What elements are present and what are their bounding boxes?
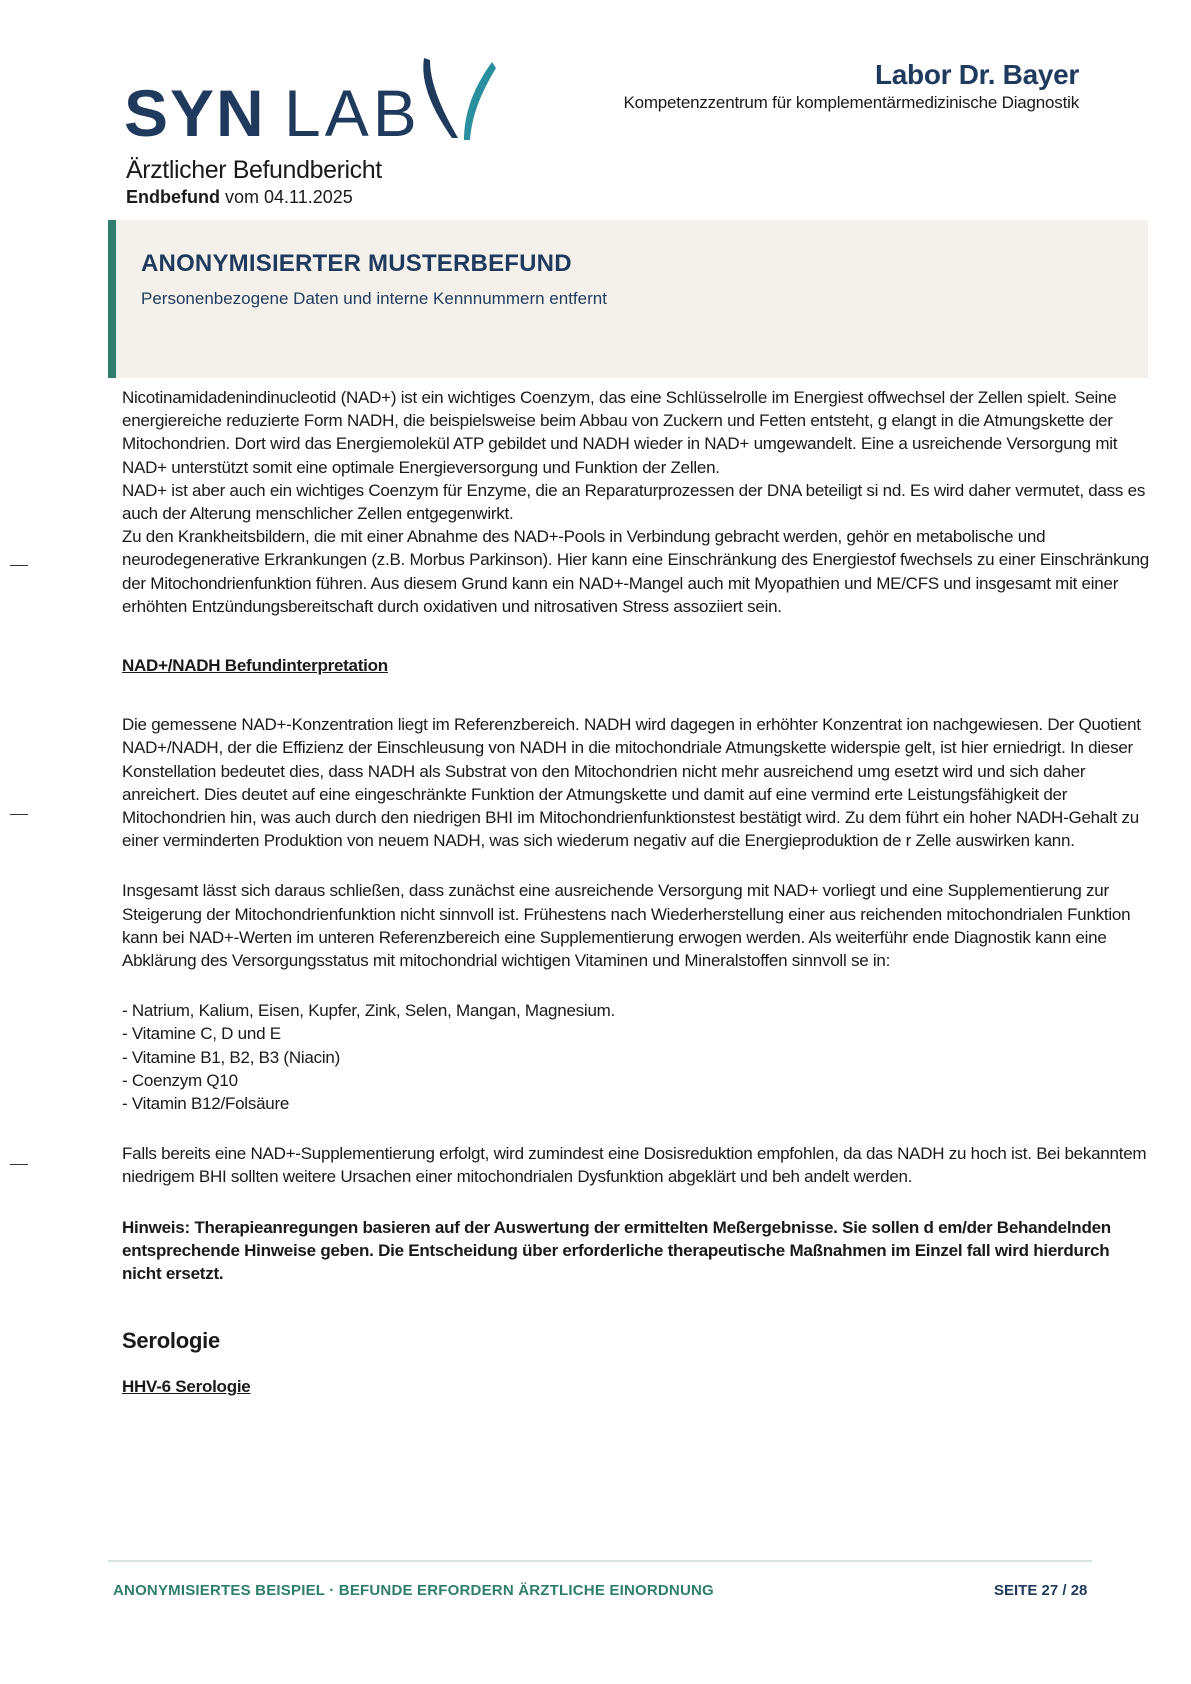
status-label: Endbefund [126, 187, 220, 207]
interpretation-paragraph-1: Die gemessene NAD+-Konzentration liegt im Referenzbereich. NADH wird dagegen in erhöhter Konzentrat ion nachgewiesen. Der Quotient NAD+/NADH, der die Effizienz der Einschleusung von NADH in die mitochondriale Atmungskette widerspie gelt, ist hier erniedrigt. In dieser Konstellation bedeutet dies, dass NADH als Substrat von den Mitochondrien nicht mehr ausreichend umg esetzt wird und sich daher anreichert. Dies deutet auf eine eingeschränkte Funktion der Atmungskette und damit auf eine vermind erte Leistungsfähigkeit der Mitochondrien hin, was auch durch den niedrigen BHI im Mitochondrienfunktionstest bestätigt wird. Zu dem führt ein hoher NADH-Gehalt zu einer verminderten Produktion von neuem NADH, was sich wiederum negativ auf die Energieproduktion de r Zelle auswirken kann. [122, 715, 1141, 851]
banner-title: ANONYMISIERTER MUSTERBEFUND [141, 250, 572, 277]
banner-subtitle: Personenbezogene Daten und interne Kennnummern entfernt [141, 289, 607, 308]
list-item: - Coenzym Q10 [122, 1070, 238, 1090]
page-number: SEITE 27 / 28 [994, 1582, 1088, 1599]
therapy-note: Hinweis: Therapieanregungen basieren auf der Auswertung der ermittelten Meßergebnisse. Sie sollen d em/der Behandelnden entsprechende Hinweise geben. Die Entscheidung über erforderliche therapeutische Maßnahmen im Einzel fall wird hierdurch nicht ersetzt. [122, 1217, 1111, 1284]
interpretation-paragraph-3: Falls bereits eine NAD+-Supplementierung erfolgt, wird zumindest eine Dosisreduktion empfohlen, da das NADH zu hoch ist. Bei bekanntem niedrigem BHI sollten weitere Ursachen einer mitochondrialen Dysfunktion abgeklärt und beh andelt werden. [122, 1144, 1147, 1187]
list-item: - Vitamine C, D und E [122, 1024, 281, 1044]
report-body [122, 386, 1152, 1399]
svg-text:LAB: LAB [284, 76, 421, 146]
intro-paragraph-1: Nicotinamidadenindinucleotid (NAD+) ist ein wichtiges Coenzym, das eine Schlüsselrolle im Energiest offwechsel der Zellen spielt. Seine energiereiche reduzierte Form NADH, die beispielsweise beim Abbau von Zuckern und Fetten entsteht, g elangt in die Atmungskette der Mitochondrien. Dort wird das Energiemolekül ATP gebildet und NADH wieder in NAD+ umgewandelt. Eine a usreichende Versorgung mit NAD+ unterstützt somit eine optimale Energieversorgung und Funktion der Zellen. [122, 388, 1118, 477]
footer-divider [108, 1560, 1092, 1562]
interpretation-paragraph-2: Insgesamt lässt sich daraus schließen, dass zunächst eine ausreichende Versorgung mit NAD+ vorliegt und eine Supplementierung zur Steigerung der Mitochondrienfunktion nicht sinnvoll ist. Frühestens nach Wiederherstellung einer aus reichenden mitochondrialen Funktion kann bei NAD+-Werten im unteren Referenzbereich eine Supplementierung erwogen werden. Als weiterführ ende Diagnostik kann eine Abklärung des Versorgungsstatus mit mitochondrial wichtigen Vitaminen und Mineralstoffen sinnvoll se in: [122, 881, 1131, 971]
lab-subtitle: Kompetenzzentrum für komplementärmedizinische Diagnostik [623, 93, 1079, 112]
report-type: Ärztlicher Befundbericht [126, 156, 382, 184]
interpretation-heading: NAD+/NADH Befundinterpretation [122, 656, 388, 676]
nutrient-list [122, 999, 1152, 1115]
anonymization-banner [108, 220, 1148, 378]
list-item: - Vitamin B12/Folsäure [122, 1094, 290, 1114]
section-title-serology: Serologie [122, 1328, 220, 1354]
synlab-logo [124, 54, 496, 146]
list-item: - Natrium, Kalium, Eisen, Kupfer, Zink, Selen, Mangan, Magnesium. [122, 1001, 616, 1021]
list-item: - Vitamine B1, B2, B3 (Niacin) [122, 1047, 340, 1067]
status-date: vom 04.11.2025 [225, 187, 353, 207]
svg-text:SYN: SYN [124, 76, 266, 146]
footer-disclaimer: ANONYMISIERTES BEISPIEL · BEFUNDE ERFORDERN ÄRZTLICHE EINORDNUNG [113, 1582, 714, 1599]
serology-subheading: HHV-6 Serologie [122, 1377, 251, 1397]
margin-tick [10, 1164, 28, 1165]
margin-tick [10, 565, 28, 566]
report-status [126, 187, 353, 208]
lab-name: Labor Dr. Bayer [874, 59, 1079, 90]
intro-paragraph-2: NAD+ ist aber auch ein wichtiges Coenzym für Enzyme, die an Reparaturprozessen der DNA beteiligt si nd. Es wird daher vermutet, dass es auch der Alterung menschlicher Zellen entgegenwirkt. [122, 480, 1146, 524]
intro-paragraph-3: Zu den Krankheitsbildern, die mit einer Abnahme des NAD+-Pools in Verbindung gebracht werden, gehör en metabolische und neurodegenerative Erkrankungen (z.B. Morbus Parkinson). Hier kann eine Einschränkung des Energiestof fwechsels zu einer Einschränkung der Mitochondrienfunktion führen. Aus diesem Grund kann ein NAD+-Mangel auch mit Myopathien und ME/CFS und insgesamt mit einer erhöhten Entzündungsbereitschaft durch oxidativen und nitrosativen Stress assoziiert sein. [122, 527, 1150, 616]
margin-tick [10, 814, 28, 815]
